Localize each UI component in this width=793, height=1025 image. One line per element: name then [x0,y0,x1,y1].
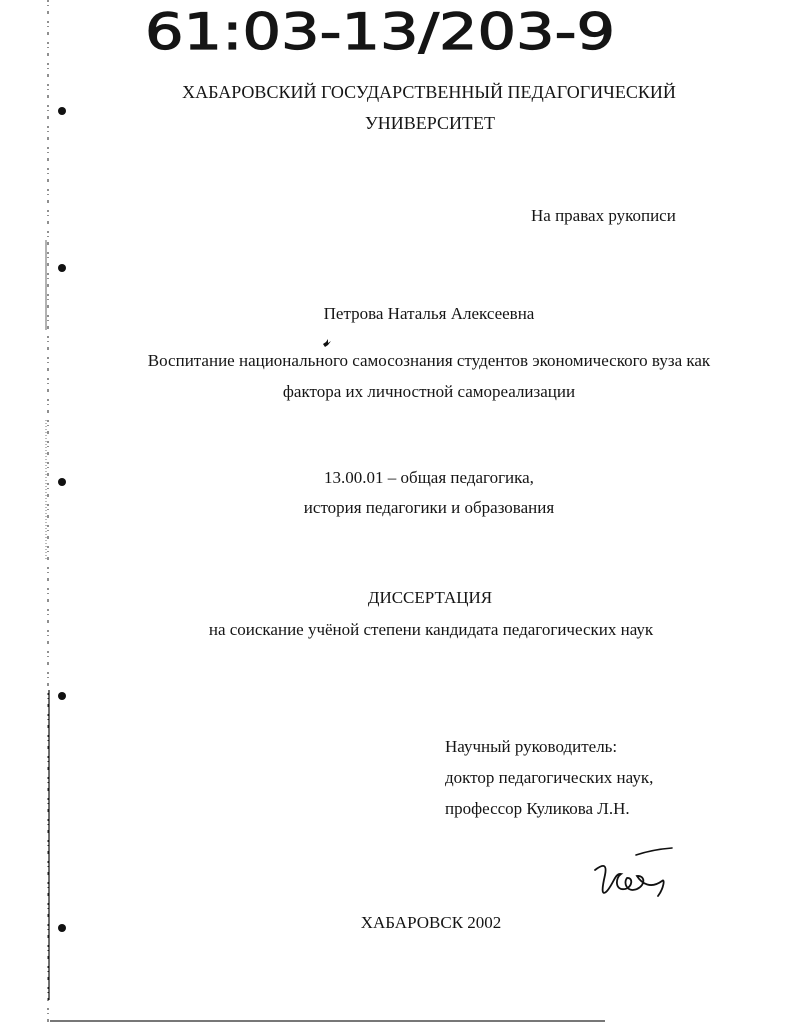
specialty-name-line: история педагогики и образования [303,498,555,517]
ink-speck-icon [322,338,332,348]
advisor-name: профессор Куликова Л.Н. [445,799,630,818]
handwritten-archive-code [145,2,625,54]
punch-mark-1 [58,107,66,115]
dissertation-purpose: на соискание учёной степени кандидата педагогических наук [208,620,654,639]
punch-mark-5 [58,924,66,932]
university-name-line-2: УНИВЕРСИТЕТ [365,113,495,133]
advisor-label: Научный руководитель: [445,737,618,756]
punch-mark-4 [58,692,66,700]
university-name-line-1: ХАБАРОВСКИЙ ГОСУДАРСТВЕННЫЙ ПЕДАГОГИЧЕСКИЙ [182,82,676,102]
svg-text:61:03-13/203-9: 61:03-13/203-9 [145,3,615,54]
scan-edge-artifacts [44,0,52,1025]
author-name: Петрова Наталья Алексеевна [323,304,535,323]
dissertation-title-line-1: Воспитание национального самосознания студентов экономического вуза как [147,351,711,370]
advisor-degree: доктор педагогических наук, [445,768,654,787]
specialty-code-line: 13.00.01 – общая педагогика, [324,468,534,487]
dissertation-heading: ДИССЕРТАЦИЯ [367,588,493,607]
handwritten-signature-icon [587,845,677,905]
punch-mark-3 [58,478,66,486]
dissertation-title-line-2: фактора их личностной самореализации [282,382,576,401]
city-year: ХАБАРОВСК 2002 [360,913,502,932]
punch-mark-2 [58,264,66,272]
manuscript-rights-note: На правах рукописи [531,206,676,225]
bottom-scan-rule [50,1020,605,1022]
